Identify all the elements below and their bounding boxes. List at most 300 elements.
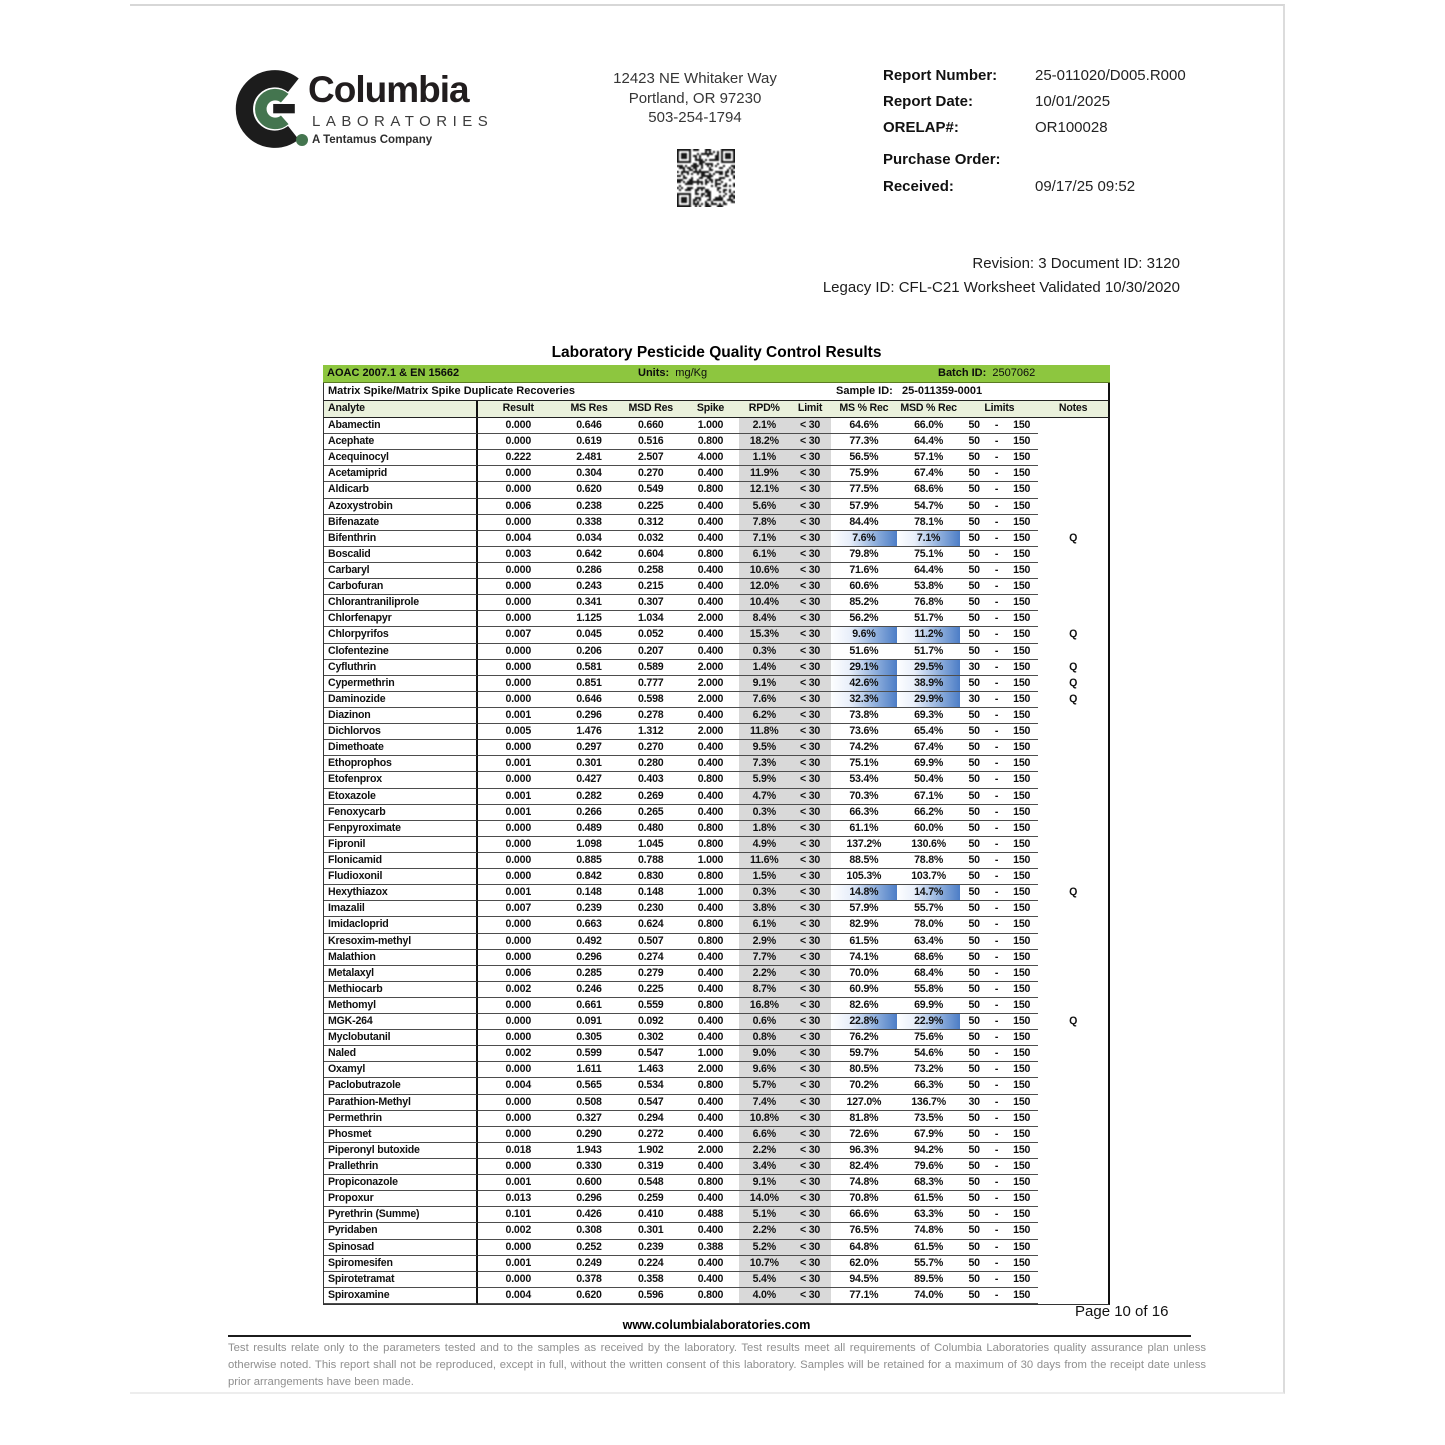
msd-rec-cell: 68.3% [897,1175,961,1191]
analyte-cell: Chlorfenapyr [324,611,478,627]
ms-res-cell: 0.565 [558,1078,620,1094]
limit-cell: < 30 [789,1159,831,1175]
result-cell: 0.002 [478,1223,558,1239]
limits-cell: 50 - 150 [960,627,1038,643]
msd-res-cell: 0.279 [620,966,682,982]
msd-rec-cell: 69.3% [897,708,961,724]
msd-res-cell: 0.559 [620,998,682,1014]
spike-cell: 2.000 [682,692,740,708]
spike-cell: 0.400 [682,950,740,966]
msd-rec-cell: 61.5% [897,1191,961,1207]
rpd-cell: 11.9% [739,466,789,482]
ms-res-cell: 0.305 [558,1030,620,1046]
result-cell: 0.001 [478,885,558,901]
limits-cell: 50 - 150 [960,934,1038,950]
logo-company-name: Columbia [308,69,469,110]
spike-cell: 0.800 [682,547,740,563]
spike-cell: 1.000 [682,885,740,901]
analyte-cell: Flonicamid [324,853,478,869]
notes-cell [1038,611,1108,627]
table-row [324,789,1108,805]
table-body [323,418,1110,1305]
ms-res-cell: 1.476 [558,724,620,740]
ms-res-cell: 0.842 [558,869,620,885]
notes-cell: Q [1069,692,1078,705]
analyte-cell: Pyrethrin (Summe) [324,1207,478,1223]
col-ms-rec: MS % Rec [839,402,889,414]
ms-rec-cell: 73.8% [831,708,897,724]
msd-rec-cell: 65.4% [897,724,961,740]
result-cell: 0.013 [478,1191,558,1207]
limits-cell: 50 - 150 [960,579,1038,595]
msd-rec-cell: 136.7% [897,1095,961,1111]
batch-label: Batch ID: [938,367,987,379]
ms-res-cell: 0.642 [558,547,620,563]
ms-rec-cell: 77.5% [831,482,897,498]
limits-cell: 50 - 150 [960,805,1038,821]
limits-cell: 50 - 150 [960,1014,1038,1030]
table-title: Laboratory Pesticide Quality Control Results [551,344,882,361]
spike-cell: 4.000 [682,450,740,466]
limits-cell: 50 - 150 [960,982,1038,998]
notes-cell [1038,966,1108,982]
result-cell: 0.001 [478,1256,558,1272]
analyte-cell: Metalaxyl [324,966,478,982]
spike-cell: 2.000 [682,724,740,740]
notes-cell [1038,1256,1108,1272]
limit-cell: < 30 [789,644,831,660]
msd-rec-cell: 76.8% [897,595,961,611]
msd-rec-cell: 74.8% [897,1223,961,1239]
msd-res-cell: 0.830 [620,869,682,885]
limit-cell: < 30 [789,1014,831,1030]
address-line1: 12423 NE Whitaker Way [613,70,777,87]
result-cell: 0.000 [478,869,558,885]
analyte-cell: Chlorantraniliprole [324,595,478,611]
msd-res-cell: 1.463 [620,1062,682,1078]
table-row [324,1272,1108,1288]
table-row [324,998,1108,1014]
msd-rec-cell: 61.5% [897,1240,961,1256]
ms-rec-cell: 56.2% [831,611,897,627]
result-cell: 0.000 [478,611,558,627]
msd-res-cell: 0.548 [620,1175,682,1191]
table-row [324,1143,1108,1159]
spike-cell: 0.488 [682,1207,740,1223]
limit-cell: < 30 [789,531,831,547]
msd-rec-cell: 67.9% [897,1127,961,1143]
result-cell: 0.001 [478,708,558,724]
legacy-id-line: Legacy ID: CFL-C21 Worksheet Validated 10/30/2020 [822,279,1180,296]
rpd-cell: 7.4% [739,1095,789,1111]
msd-res-cell: 0.307 [620,595,682,611]
msd-rec-cell: 63.4% [897,934,961,950]
disclaimer-text: Test results relate only to the parameters tested and to the samples as received by the laboratory. Test results meet all requirements of Columbia Laboratories quality assurance plan unless otherwise noted. This report shall not be reproduced, except in full, without the written consent of this laboratory. Samples will be retained for a maximum of 30 days from the receipt date unless prior arrangements have been made. [228,1342,1206,1388]
table-row [324,1288,1108,1304]
limit-cell: < 30 [789,627,831,643]
rpd-cell: 12.1% [739,482,789,498]
batch-group [938,365,1035,382]
msd-res-cell: 0.207 [620,644,682,660]
result-cell: 0.000 [478,1062,558,1078]
result-cell: 0.002 [478,1046,558,1062]
limit-cell: < 30 [789,998,831,1014]
ms-res-cell: 1.611 [558,1062,620,1078]
orelap-label: ORELAP#: [883,119,959,136]
msd-rec-cell: 68.6% [897,482,961,498]
limits-cell: 50 - 150 [960,1175,1038,1191]
ms-res-cell: 0.296 [558,1191,620,1207]
limits-cell: 50 - 150 [960,885,1038,901]
limit-cell: < 30 [789,563,831,579]
msd-rec-cell: 60.0% [897,821,961,837]
table-row [324,1127,1108,1143]
ms-rec-cell: 85.2% [831,595,897,611]
columbia-logo-icon [230,69,302,149]
ms-res-cell: 0.296 [558,708,620,724]
msd-res-cell: 0.259 [620,1191,682,1207]
limits-cell: 50 - 150 [960,482,1038,498]
ms-rec-cell: 76.2% [831,1030,897,1046]
ms-rec-cell: 29.1% [831,660,897,676]
table-header-row [323,401,1110,418]
ms-res-cell: 0.619 [558,434,620,450]
col-rpd: RPD% [748,402,780,414]
analyte-cell: Spinosad [324,1240,478,1256]
notes-cell [1038,982,1108,998]
msd-rec-cell: 7.1% [897,531,961,547]
msd-res-cell: 0.777 [620,676,682,692]
notes-cell [1038,853,1108,869]
msd-rec-cell: 69.9% [897,998,961,1014]
limit-cell: < 30 [789,676,831,692]
msd-rec-cell: 14.7% [897,885,961,901]
spike-cell: 0.400 [682,563,740,579]
rpd-cell: 2.2% [739,1223,789,1239]
table-row [324,1240,1108,1256]
rpd-cell: 6.1% [739,917,789,933]
limits-cell: 50 - 150 [960,1240,1038,1256]
col-limits: Limits [984,402,1015,414]
limit-cell: < 30 [789,579,831,595]
table-row [324,1223,1108,1239]
col-msd-res: MSD Res [628,402,673,414]
rpd-cell: 14.0% [739,1191,789,1207]
result-cell: 0.000 [478,1111,558,1127]
limit-cell: < 30 [789,1288,831,1304]
limit-cell: < 30 [789,1062,831,1078]
ms-rec-cell: 66.3% [831,805,897,821]
limit-cell: < 30 [789,756,831,772]
spike-cell: 0.400 [682,1191,740,1207]
table-row [324,708,1108,724]
ms-res-cell: 0.581 [558,660,620,676]
result-cell: 0.000 [478,1240,558,1256]
msd-rec-cell: 73.2% [897,1062,961,1078]
result-cell: 0.006 [478,966,558,982]
ms-rec-cell: 32.3% [831,692,897,708]
spike-cell: 0.400 [682,531,740,547]
ms-res-cell: 0.646 [558,418,620,434]
msd-res-cell: 0.294 [620,1111,682,1127]
table-row [324,1175,1108,1191]
limits-cell: 50 - 150 [960,708,1038,724]
spike-cell: 0.800 [682,434,740,450]
ms-rec-cell: 82.6% [831,998,897,1014]
notes-cell [1038,950,1108,966]
limits-cell: 50 - 150 [960,1143,1038,1159]
msd-res-cell: 0.410 [620,1207,682,1223]
limit-cell: < 30 [789,901,831,917]
limits-cell: 50 - 150 [960,563,1038,579]
limit-cell: < 30 [789,611,831,627]
msd-rec-cell: 78.1% [897,515,961,531]
notes-cell [1038,1191,1108,1207]
limit-cell: < 30 [789,1240,831,1256]
result-cell: 0.101 [478,1207,558,1223]
ms-res-cell: 0.341 [558,595,620,611]
result-cell: 0.000 [478,482,558,498]
ms-rec-cell: 60.6% [831,579,897,595]
table-row [324,515,1108,531]
msd-rec-cell: 54.6% [897,1046,961,1062]
msd-rec-cell: 103.7% [897,869,961,885]
ms-rec-cell: 76.5% [831,1223,897,1239]
rpd-cell: 1.8% [739,821,789,837]
ms-res-cell: 0.249 [558,1256,620,1272]
limits-cell: 50 - 150 [960,917,1038,933]
tentamus-icon [296,134,308,146]
col-notes: Notes [1058,402,1088,414]
notes-cell: Q [1069,628,1078,641]
msd-res-cell: 0.215 [620,579,682,595]
result-cell: 0.000 [478,837,558,853]
ms-rec-cell: 77.1% [831,1288,897,1304]
rpd-cell: 10.7% [739,1256,789,1272]
spike-cell: 0.800 [682,934,740,950]
notes-cell [1038,1223,1108,1239]
analyte-cell: Dichlorvos [324,724,478,740]
msd-res-cell: 2.507 [620,450,682,466]
rpd-cell: 7.3% [739,756,789,772]
result-cell: 0.000 [478,1095,558,1111]
ms-res-cell: 0.304 [558,466,620,482]
limit-cell: < 30 [789,966,831,982]
ms-res-cell: 0.489 [558,821,620,837]
ms-rec-cell: 51.6% [831,644,897,660]
spike-cell: 2.000 [682,611,740,627]
ms-res-cell: 0.646 [558,692,620,708]
ms-res-cell: 0.282 [558,789,620,805]
result-cell: 0.222 [478,450,558,466]
msd-rec-cell: 64.4% [897,434,961,450]
spike-cell: 1.000 [682,1046,740,1062]
msd-rec-cell: 22.9% [897,1014,961,1030]
ms-rec-cell: 81.8% [831,1111,897,1127]
msd-rec-cell: 63.3% [897,1207,961,1223]
msd-rec-cell: 74.0% [897,1288,961,1304]
ms-rec-cell: 73.6% [831,724,897,740]
limit-cell: < 30 [789,1256,831,1272]
result-cell: 0.001 [478,756,558,772]
limits-cell: 50 - 150 [960,837,1038,853]
msd-res-cell: 0.301 [620,1223,682,1239]
msd-res-cell: 0.788 [620,853,682,869]
spike-cell: 0.400 [682,595,740,611]
units-label: Units: [638,367,670,379]
msd-res-cell: 0.274 [620,950,682,966]
rpd-cell: 10.6% [739,563,789,579]
spike-cell: 0.800 [682,1078,740,1094]
limit-cell: < 30 [789,1030,831,1046]
analyte-cell: Permethrin [324,1111,478,1127]
rpd-cell: 9.1% [739,676,789,692]
msd-rec-cell: 67.4% [897,466,961,482]
table-row [324,966,1108,982]
analyte-cell: Acequinocyl [324,450,478,466]
result-cell: 0.000 [478,595,558,611]
msd-res-cell: 0.239 [620,1240,682,1256]
msd-rec-cell: 54.7% [897,499,961,515]
notes-cell [1038,708,1108,724]
rpd-cell: 18.2% [739,434,789,450]
spike-cell: 0.400 [682,789,740,805]
rpd-cell: 4.9% [739,837,789,853]
table-row [324,934,1108,950]
limits-cell: 50 - 150 [960,1288,1038,1304]
qr-code [677,149,735,207]
msd-res-cell: 0.547 [620,1095,682,1111]
limit-cell: < 30 [789,853,831,869]
limits-cell: 50 - 150 [960,740,1038,756]
analyte-cell: Dimethoate [324,740,478,756]
msd-res-cell: 0.258 [620,563,682,579]
table-row [324,821,1108,837]
table-row [324,676,1108,692]
table-row [324,1159,1108,1175]
result-cell: 0.000 [478,740,558,756]
notes-cell [1038,1207,1108,1223]
msd-rec-cell: 64.4% [897,563,961,579]
limits-cell: 50 - 150 [960,901,1038,917]
result-cell: 0.001 [478,789,558,805]
limit-cell: < 30 [789,950,831,966]
rpd-cell: 16.8% [739,998,789,1014]
limits-cell: 50 - 150 [960,853,1038,869]
limits-cell: 30 - 150 [960,1095,1038,1111]
analyte-cell: Acetamiprid [324,466,478,482]
rpd-cell: 7.1% [739,531,789,547]
rpd-cell: 2.2% [739,966,789,982]
ms-res-cell: 1.098 [558,837,620,853]
msd-rec-cell: 55.7% [897,1256,961,1272]
analyte-cell: Naled [324,1046,478,1062]
limit-cell: < 30 [789,772,831,788]
limits-cell: 50 - 150 [960,998,1038,1014]
col-result: Result [502,402,534,414]
analyte-cell: Bifenthrin [324,531,478,547]
notes-cell [1038,756,1108,772]
result-cell: 0.000 [478,644,558,660]
limits-cell: 50 - 150 [960,789,1038,805]
analyte-cell: Methiocarb [324,982,478,998]
table-row [324,644,1108,660]
limit-cell: < 30 [789,1207,831,1223]
spike-cell: 0.400 [682,627,740,643]
received-value: 09/17/25 09:52 [1035,178,1136,195]
analyte-cell: Propoxur [324,1191,478,1207]
notes-cell [1038,1062,1108,1078]
notes-cell: Q [1069,886,1078,899]
result-cell: 0.000 [478,772,558,788]
spike-cell: 0.800 [682,998,740,1014]
ms-rec-cell: 96.3% [831,1143,897,1159]
rpd-cell: 0.8% [739,1030,789,1046]
analyte-cell: Bifenazate [324,515,478,531]
limits-cell: 50 - 150 [960,950,1038,966]
limits-cell: 50 - 150 [960,644,1038,660]
analyte-cell: Etofenprox [324,772,478,788]
ms-rec-cell: 84.4% [831,515,897,531]
ms-rec-cell: 88.5% [831,853,897,869]
result-cell: 0.000 [478,934,558,950]
msd-rec-cell: 78.8% [897,853,961,869]
limits-cell: 50 - 150 [960,466,1038,482]
analyte-cell: Etoxazole [324,789,478,805]
msd-rec-cell: 11.2% [897,627,961,643]
msd-res-cell: 1.312 [620,724,682,740]
notes-cell [1038,482,1108,498]
notes-cell [1038,434,1108,450]
analyte-cell: Clofentezine [324,644,478,660]
ms-res-cell: 0.034 [558,531,620,547]
rpd-cell: 11.6% [739,853,789,869]
notes-cell [1038,1288,1108,1304]
msd-res-cell: 0.265 [620,805,682,821]
method-name: AOAC 2007.1 & EN 15662 [327,367,460,379]
spike-cell: 0.400 [682,644,740,660]
table-row [324,531,1108,547]
spike-cell: 0.400 [682,756,740,772]
ms-res-cell: 0.492 [558,934,620,950]
analyte-cell: Hexythiazox [324,885,478,901]
ms-res-cell: 0.286 [558,563,620,579]
ms-rec-cell: 64.6% [831,418,897,434]
analyte-cell: Azoxystrobin [324,499,478,515]
msd-res-cell: 0.052 [620,627,682,643]
result-cell: 0.000 [478,660,558,676]
msd-rec-cell: 94.2% [897,1143,961,1159]
document-page [130,4,1285,1394]
spike-cell: 0.400 [682,1272,740,1288]
analyte-cell: Spiromesifen [324,1256,478,1272]
table-row [324,1095,1108,1111]
notes-cell [1038,1111,1108,1127]
result-cell: 0.000 [478,692,558,708]
ms-res-cell: 0.620 [558,482,620,498]
table-row [324,917,1108,933]
spike-cell: 0.400 [682,1223,740,1239]
limits-cell: 50 - 150 [960,595,1038,611]
limits-cell: 50 - 150 [960,611,1038,627]
msd-res-cell: 0.032 [620,531,682,547]
ms-rec-cell: 70.0% [831,966,897,982]
spike-cell: 0.400 [682,708,740,724]
notes-cell [1038,740,1108,756]
limits-cell: 50 - 150 [960,1030,1038,1046]
ms-rec-cell: 42.6% [831,676,897,692]
ms-rec-cell: 22.8% [831,1014,897,1030]
